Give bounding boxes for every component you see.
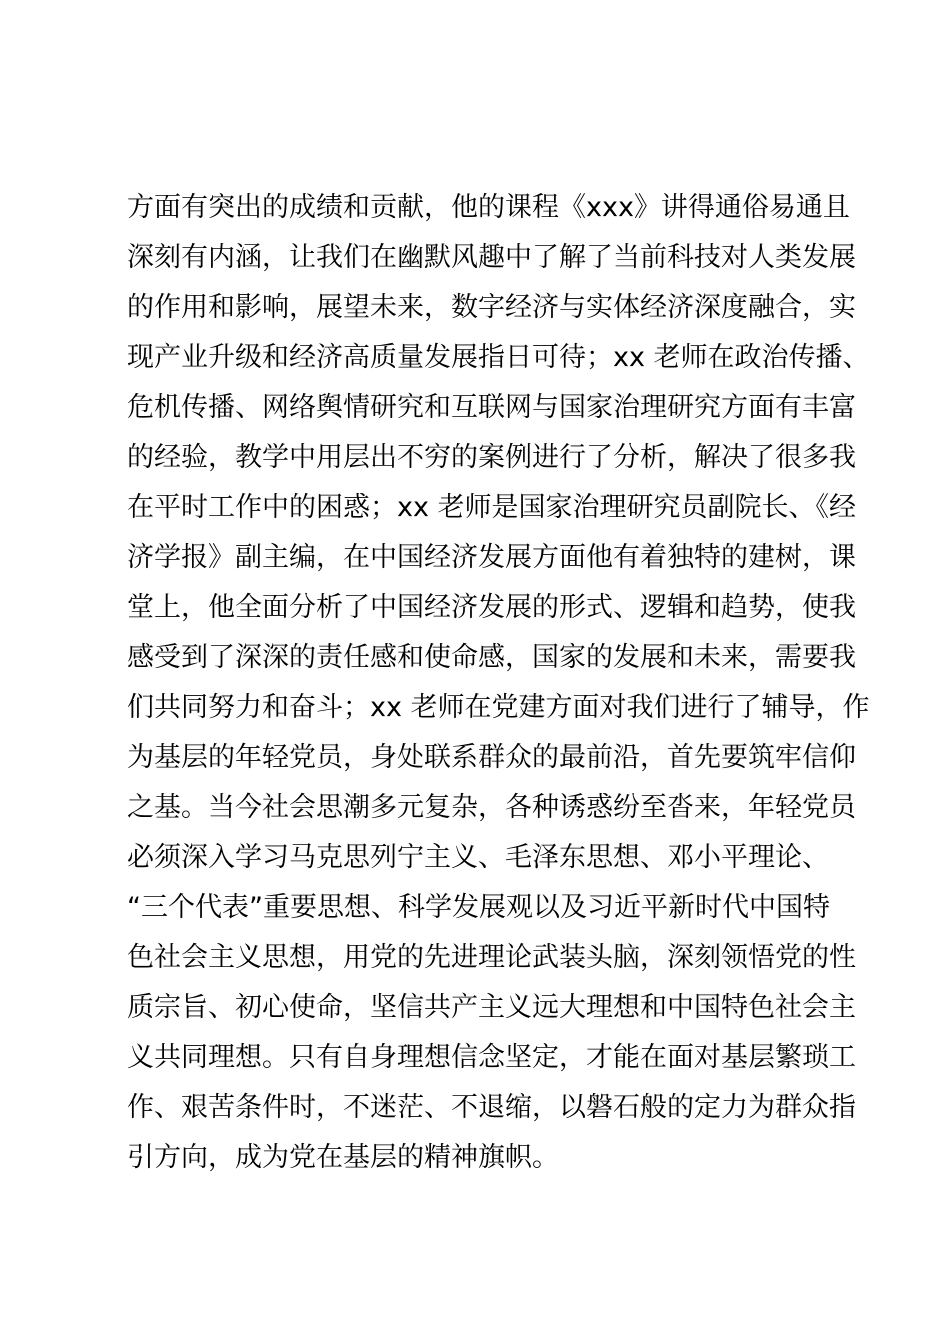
text-line: 们共同努力和奋斗；xx 老师在党建方面对我们进行了辅导，作 — [127, 692, 870, 723]
text-line: 为基层的年轻党员，身处联系群众的最前沿，首先要筑牢信仰 — [127, 742, 856, 773]
text-line: 义共同理想。只有自身理想信念坚定，才能在面对基层繁琐工 — [127, 1042, 856, 1073]
text-line: 必须深入学习马克思列宁主义、毛泽东思想、邓小平理论、 — [127, 842, 829, 873]
text-line: 济学报》副主编，在中国经济发展方面他有着独特的建树，课 — [127, 542, 856, 573]
text-line: 危机传播、网络舆情研究和互联网与国家治理研究方面有丰富 — [127, 392, 856, 423]
text-line: 引方向，成为党在基层的精神旗帜。 — [127, 1142, 559, 1173]
text-line: 的经验，教学中用层出不穷的案例进行了分析，解决了很多我 — [127, 442, 856, 473]
text-line: 色社会主义思想，用党的先进理论武装头脑，深刻领悟党的性 — [127, 942, 856, 973]
text-line: 质宗旨、初心使命，坚信共产主义远大理想和中国特色社会主 — [127, 992, 856, 1023]
text-line: 之基。当今社会思潮多元复杂，各种诱惑纷至沓来，年轻党员 — [127, 792, 856, 823]
text-line: 现产业升级和经济高质量发展指日可待；xx 老师在政治传播、 — [127, 342, 870, 373]
text-line: 感受到了深深的责任感和使命感，国家的发展和未来，需要我 — [127, 642, 856, 673]
text-line: 堂上，他全面分析了中国经济发展的形式、逻辑和趋势，使我 — [127, 592, 856, 623]
text-line: 深刻有内涵，让我们在幽默风趣中了解了当前科技对人类发展 — [127, 242, 856, 273]
text-line: 方面有突出的成绩和贡献，他的课程《xxx》讲得通俗易通且 — [127, 192, 850, 223]
text-line: “三个代表”重要思想、科学发展观以及习近平新时代中国特 — [127, 892, 830, 923]
text-line: 作、艰苦条件时，不迷茫、不退缩，以磐石般的定力为群众指 — [127, 1092, 856, 1123]
text-line: 在平时工作中的困惑；xx 老师是国家治理研究员副院长、《经 — [127, 492, 857, 523]
text-line: 的作用和影响，展望未来，数字经济与实体经济深度融合，实 — [127, 292, 856, 323]
